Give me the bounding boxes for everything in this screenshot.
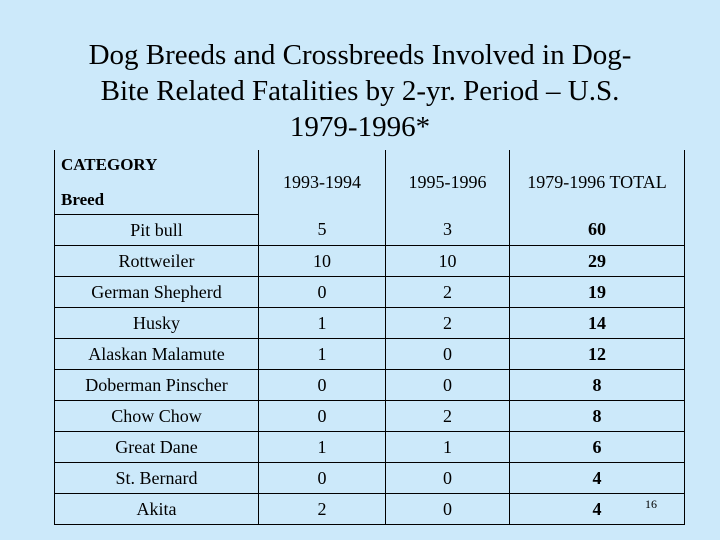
period-1993-1994-cell: 0 — [259, 277, 386, 308]
period-1993-1994-cell: 1 — [259, 308, 386, 339]
period-1995-1996-cell: 3 — [386, 215, 510, 246]
header-1993-1994: 1993-1994 — [259, 150, 386, 215]
breed-cell: St. Bernard — [55, 463, 259, 494]
breed-cell: Pit bull — [55, 215, 259, 246]
header-1995-1996: 1995-1996 — [386, 150, 510, 215]
breed-cell: Rottweiler — [55, 246, 259, 277]
total-cell: 60 — [510, 215, 685, 246]
page-number: 16 — [645, 497, 657, 511]
period-1995-1996-cell: 2 — [386, 277, 510, 308]
table-row — [55, 246, 685, 277]
breed-cell: German Shepherd — [55, 277, 259, 308]
period-1995-1996-cell: 0 — [386, 370, 510, 401]
fatalities-table — [54, 150, 685, 525]
period-1993-1994-cell: 0 — [259, 463, 386, 494]
total-cell: 14 — [510, 308, 685, 339]
period-1995-1996-cell: 0 — [386, 494, 510, 525]
total-cell: 19 — [510, 277, 685, 308]
breed-cell: Alaskan Malamute — [55, 339, 259, 370]
breed-cell: Doberman Pinscher — [55, 370, 259, 401]
period-1995-1996-cell: 1 — [386, 432, 510, 463]
period-1993-1994-cell: 10 — [259, 246, 386, 277]
title-line-3: 1979-1996* — [289, 111, 431, 143]
header-row — [55, 150, 685, 186]
table-row — [55, 339, 685, 370]
table-row — [55, 494, 685, 525]
breed-cell: Akita — [55, 494, 259, 525]
total-cell: 4 — [510, 463, 685, 494]
period-1993-1994-cell: 0 — [259, 401, 386, 432]
title-line-2: Bite Related Fatalities by 2-yr. Period – U.S. — [100, 75, 620, 107]
period-1993-1994-cell: 5 — [259, 215, 386, 246]
period-1993-1994-cell: 0 — [259, 370, 386, 401]
period-1993-1994-cell: 1 — [259, 339, 386, 370]
total-cell: 4 — [510, 494, 685, 525]
period-1995-1996-cell: 0 — [386, 339, 510, 370]
total-cell: 12 — [510, 339, 685, 370]
period-1995-1996-cell: 2 — [386, 401, 510, 432]
period-1993-1994-cell: 1 — [259, 432, 386, 463]
period-1995-1996-cell: 10 — [386, 246, 510, 277]
period-1993-1994-cell: 2 — [259, 494, 386, 525]
header-total: 1979-1996 TOTAL — [510, 150, 685, 215]
table-row — [55, 308, 685, 339]
breed-cell: Husky — [55, 308, 259, 339]
period-1995-1996-cell: 0 — [386, 463, 510, 494]
title-line-1: Dog Breeds and Crossbreeds Involved in Dog- — [88, 39, 632, 71]
table-row — [55, 463, 685, 494]
table-row — [55, 370, 685, 401]
total-cell: 8 — [510, 401, 685, 432]
total-cell: 29 — [510, 246, 685, 277]
total-cell: 8 — [510, 370, 685, 401]
header-category: CATEGORY — [55, 150, 259, 186]
breed-cell: Great Dane — [55, 432, 259, 463]
section-label-breed: Breed — [55, 186, 259, 215]
table-row — [55, 277, 685, 308]
table-row — [55, 432, 685, 463]
table-row — [55, 401, 685, 432]
breed-cell: Chow Chow — [55, 401, 259, 432]
total-cell: 6 — [510, 432, 685, 463]
slide-title — [40, 37, 680, 145]
period-1995-1996-cell: 2 — [386, 308, 510, 339]
table-row — [55, 215, 685, 246]
